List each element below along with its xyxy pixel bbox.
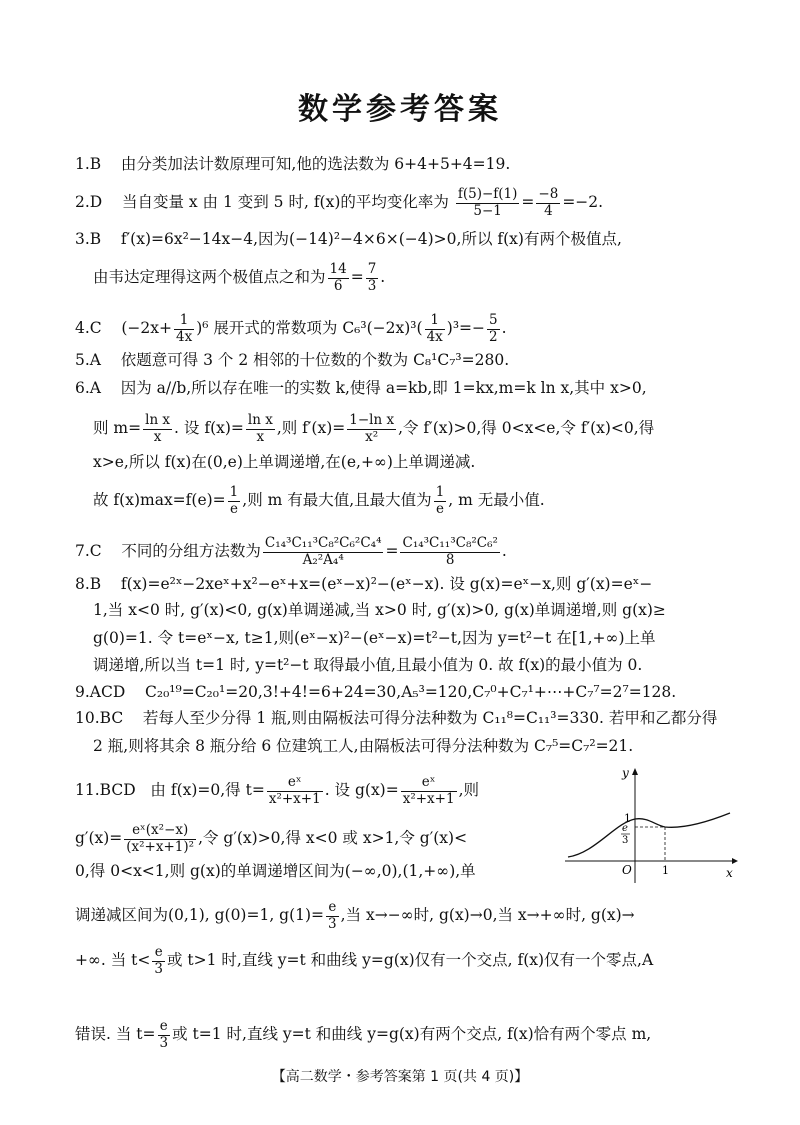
fraction: $\frac{1}{4x}$ <box>176 312 193 345</box>
answer-11: 11.BCD 由 f(x)=0,得 t= $\frac{\text{eˣ}}{\text{x²+x+1}}$ . 设 g(x)= $\frac{\text{eˣ}}{\text{x²+x+1}}$ ,则 <box>75 774 480 807</box>
fraction: $\frac{\text{C₁₄³C₁₁³C₈²C₆²}}{8}$ <box>402 535 498 568</box>
answer-label: 10.BC <box>75 709 124 727</box>
answer-10-line2: 2 瓶,则将其余 8 瓶分给 6 位建筑工人,由隔板法可得分法种数为 C₇⁵=C₇²=21. <box>93 737 634 755</box>
answer-10: 10.BC 若每人至少分得 1 瓶,则由隔板法可得分法种数为 C₁₁⁸=C₁₁³=330. 若甲和乙都分得 <box>75 709 718 727</box>
fraction: $\frac{\text{C₁₄³C₁₁³C₈²C₆²C₄⁴}}{\text{A₂²A₄⁴}}$ <box>264 535 382 568</box>
answer-4: 4.C (−2x+ $\frac{1}{4x}$ )⁶ 展开式的常数项为 C₆³(−2x)³( $\frac{1}{4x}$ )³=− $\frac{5}{2}$ . <box>75 312 507 345</box>
answer-6-line3: x>e,所以 f(x)在(0,e)上单调递增,在(e,+∞)上单调递减. <box>93 453 476 471</box>
fraction: $\frac{\text{eˣ}}{\text{x²+x+1}}$ <box>268 774 321 807</box>
fraction: $\frac{e}{3}$ <box>328 899 337 932</box>
answer-label: 11.BCD <box>75 781 136 799</box>
answer-label: 9.ACD <box>75 683 126 701</box>
page-footer: 【高二数学・参考答案第 1 页(共 4 页)】 <box>271 1069 529 1085</box>
answer-11-line4: 调递减区间为(0,1), g(0)=1, g(1)= $\frac{e}{3}$ ,当 x→−∞时, g(x)→0,当 x→+∞时, g(x)→ <box>75 899 635 932</box>
fraction: $\frac{1}{e}$ <box>435 484 445 517</box>
answer-11-line3: 0,得 0<x<1,则 g(x)的单调递增区间为(−∞,0),(1,+∞),单 <box>75 862 476 880</box>
x-label: x <box>726 866 733 880</box>
answer-11-line2: g′(x)= $\frac{\text{eˣ(x²−x)}}{\text{(x²+x+1)²}}$ ,令 g′(x)>0,得 x<0 或 x>1,令 g′(x)< <box>75 822 468 855</box>
fraction: $\frac{14}{6}$ <box>329 261 347 294</box>
fraction: $\frac{\text{eˣ}}{\text{x²+x+1}}$ <box>402 774 455 807</box>
answer-5 <box>75 353 509 369</box>
answer-8-line4: 调递增,所以当 t=1 时, y=t²−t 取得最小值,且最小值为 0. 故 f(x)的最小值为 0. <box>93 656 643 674</box>
fraction: $\frac{\text{eˣ(x²−x)}}{\text{(x²+x+1)²}}$ <box>126 822 195 855</box>
answer-8-line3: g(0)=1. 令 t=eˣ−x, t≥1,则(eˣ−x)²−(eˣ−x)=t²−t,因为 y=t²−t 在[1,+∞)上单 <box>93 629 656 647</box>
curve <box>568 813 730 857</box>
answer-7: 7.C 不同的分组方法数为 $\frac{\text{C₁₄³C₁₁³C₈²C₆²C₄⁴}}{\text{A₂²A₄⁴}}$ = $\frac{\text{C₁₄³C₁₁³C₈²C₆²}}{8}$ . <box>75 535 507 568</box>
answer-8-line2: 1,当 x<0 时, g′(x)<0, g(x)单调递减,当 x>0 时, g′(x)>0, g(x)单调递增,则 g(x)≥ <box>93 601 666 619</box>
fraction: $\frac{\text{1−ln x}}{\text{x²}}$ <box>349 412 395 445</box>
answer-label: 4.C <box>75 319 102 337</box>
answer-text: 由分类加法计数原理可知,他的选法数为 6+4+5+4=19. <box>120 155 511 173</box>
function-graph <box>560 765 740 885</box>
x-tick-1: 1 <box>662 864 669 877</box>
three-label: 3 <box>622 835 629 846</box>
e-label: e <box>622 823 628 834</box>
fraction: $\frac{5}{2}$ <box>489 312 498 345</box>
fraction: $\frac{e}{3}$ <box>159 1018 169 1051</box>
answer-text: 依题意可得 3 个 2 相邻的十位数的个数为 C₈¹C₇³=280. <box>120 351 510 369</box>
answer-11-line6: 错误. 当 t= $\frac{e}{3}$ 或 t=1 时,直线 y=t 和曲线 y=g(x)有两个交点, f(x)恰有两个零点 m, <box>75 1018 652 1051</box>
answer-label: 7.C <box>75 542 102 560</box>
answer-label: 5.A <box>75 351 101 369</box>
origin-label: O <box>622 863 632 877</box>
fraction: $\frac{\text{ln x}}{x}$ <box>145 412 171 445</box>
answer-label: 6.A <box>75 379 101 397</box>
fraction: $\frac{1}{e}$ <box>229 484 239 517</box>
y-tick-1: 1 <box>624 812 631 825</box>
fraction: $\frac{1}{4x}$ <box>426 312 443 345</box>
answer-9: 9.ACD C₂₀¹⁹=C₂₀¹=20,3!+4!=6+24=30,A₅³=120,C₇⁰+C₇¹+⋯+C₇⁷=2⁷=128. <box>75 683 677 701</box>
answer-6-line4: 故 f(x)max=f(e)= $\frac{1}{e}$ ,则 m 有最大值,且最大值为 $\frac{1}{e}$ , m 无最小值. <box>93 484 545 517</box>
answer-label: 1.B <box>75 155 102 173</box>
answer-text: f′(x)=6x²−14x−4,因为(−14)²−4×6×(−4)>0,所以 f(x)有两个极值点, <box>120 230 622 248</box>
fraction: $\frac{f(5)-f(1)}{5-1}$ <box>457 186 518 219</box>
answer-11-line5: +∞. 当 t< $\frac{e}{3}$ 或 t>1 时,直线 y=t 和曲线 y=g(x)仅有一个交点, f(x)仅有一个零点,A <box>75 944 654 977</box>
fraction: $\frac{e}{3}$ <box>154 944 163 977</box>
answer-6 <box>75 381 647 397</box>
answer-1 <box>75 157 510 173</box>
y-label: y <box>622 766 629 780</box>
fraction: $\frac{-8}{4}$ <box>538 186 559 219</box>
answer-text: 当自变量 x 由 1 变到 5 时, f(x)的平均变化率为 <box>121 193 449 211</box>
answer-label: 3.B <box>75 230 102 248</box>
fraction: $\frac{7}{3}$ <box>367 261 377 294</box>
answer-label: 2.D <box>75 193 103 211</box>
answer-6-line2: 则 m= $\frac{\text{ln x}}{x}$ . 设 f(x)= $\frac{\text{ln x}}{x}$ ,则 f′(x)= $\frac{\text{1−ln x}}{\text{x²}}$ ,令 f′(x)>0,得 0<x<e,令 f′(x)<0,得 <box>93 412 655 445</box>
answer-text: 因为 a//b,所以存在唯一的实数 k,使得 a=kb,即 1=kx,m=k ln x,其中 x>0, <box>120 379 647 397</box>
answer-2: 2.D 当自变量 x 由 1 变到 5 时, f(x)的平均变化率为 $\frac{f(5)-f(1)}{5-1}$ = $\frac{-8}{4}$ =−2. <box>75 186 604 219</box>
fraction: $\frac{\text{ln x}}{x}$ <box>247 412 273 445</box>
answer-3-line2: 由韦达定理得这两个极值点之和为 $\frac{14}{6}$ = $\frac{7}{3}$ . <box>93 261 386 294</box>
answer-label: 8.B <box>75 575 102 593</box>
page-title: 数学参考答案 <box>298 92 502 127</box>
answer-3 <box>75 232 622 248</box>
answer-8: 8.B f(x)=e²ˣ−2xeˣ+x²−eˣ+x=(eˣ−x)²−(eˣ−x). 设 g(x)=eˣ−x,则 g′(x)=eˣ− <box>75 575 653 593</box>
